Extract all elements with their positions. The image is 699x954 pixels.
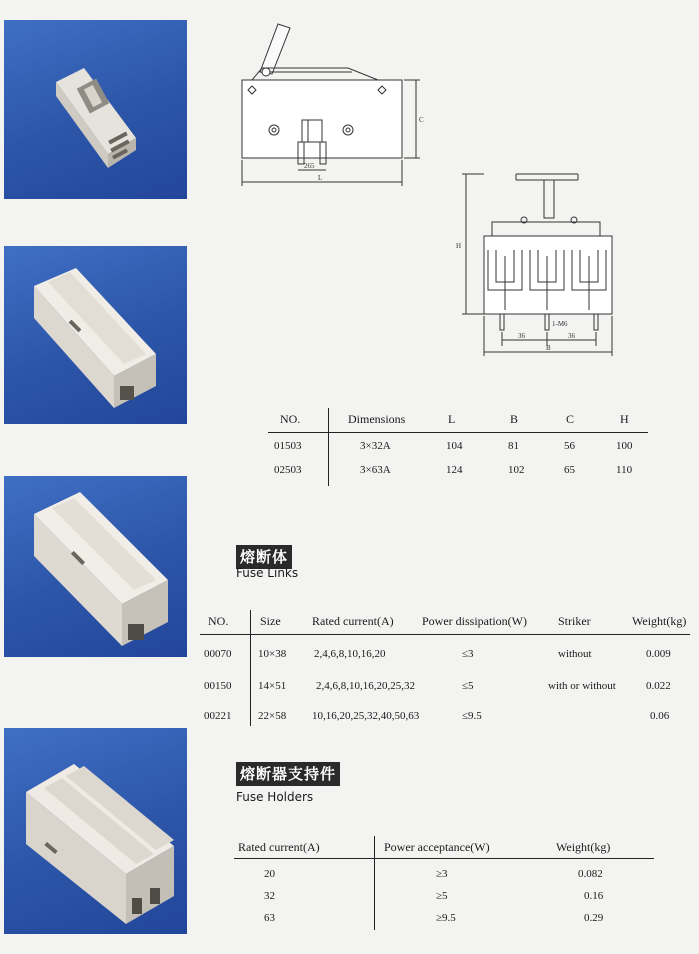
cell-weight: 0.16 [584,890,604,902]
cell-size: 10×38 [258,648,287,660]
product-photo-switch [4,20,187,199]
cell-weight: 0.06 [650,710,670,722]
header-dimensions: Dimensions [348,412,406,426]
cell-weight: 0.29 [584,912,604,924]
header-power-acceptance: Power acceptance(W) [384,840,490,854]
cell-size: 22×58 [258,710,287,722]
header-b: B [510,412,519,426]
header-rated-current: Rated current(A) [312,614,394,628]
product-photo-fuse-link-1 [4,246,187,424]
cell-size: 14×51 [258,680,287,692]
fuse-holders-title-en: Fuse Holders [236,790,314,804]
cell-rated-current: 2,4,6,8,10,16,20 [314,648,386,660]
cell-striker: without [558,648,592,660]
cell-rated-current: 20 [264,868,275,880]
switch-dimension-table [268,408,648,488]
header-rule [234,858,654,859]
dim-m6-label: 1-M6 [552,320,568,328]
fuse-holders-table [234,836,680,932]
cell-striker: with or without [548,680,616,692]
fuse-links-table [200,610,694,730]
header-rule [268,432,648,433]
cell-no: 00070 [204,648,232,660]
cell-dimensions: 3×32A [360,440,391,452]
cell-power-acceptance: ≥9.5 [436,912,456,924]
cell-dimensions: 3×63A [360,464,391,476]
dim-b-label: B [546,344,551,352]
header-no: NO. [280,412,301,426]
cell-l: 104 [446,440,463,452]
cell-no: 01503 [274,440,302,452]
cell-no: 02503 [274,464,302,476]
dim-36-left-label: 36 [518,332,525,340]
column-rule [374,836,375,930]
cell-no: 00221 [204,710,232,722]
dim-36-right-label: 36 [568,332,575,340]
header-no: NO. [208,614,229,628]
fuse-links-title-zh: 熔断体 [236,545,292,569]
cell-power-dissipation: ≤9.5 [462,710,482,722]
cell-h: 100 [616,440,633,452]
cell-rated-current: 32 [264,890,275,902]
cell-h: 110 [616,464,633,476]
dim-c-label: C [419,116,424,124]
cell-rated-current: 63 [264,912,275,924]
header-power-dissipation: Power dissipation(W) [422,614,527,628]
front-view-drawing [448,160,628,360]
dim-265-label: 265 [304,162,315,170]
cell-rated-current: 2,4,6,8,10,16,20,25,32 [316,680,415,692]
header-weight: Weight(kg) [632,614,687,628]
header-weight: Weight(kg) [556,840,611,854]
cell-c: 56 [564,440,575,452]
cell-power-dissipation: ≤5 [462,680,474,692]
cell-b: 102 [508,464,525,476]
cell-weight: 0.022 [646,680,671,692]
product-photo-fuse-link-2 [4,476,187,657]
cell-no: 00150 [204,680,232,692]
header-l: L [448,412,456,426]
cell-b: 81 [508,440,519,452]
header-size: Size [260,614,281,628]
header-rated-current: Rated current(A) [238,840,320,854]
cell-c: 65 [564,464,575,476]
column-rule [328,408,329,486]
header-h: H [620,412,629,426]
product-photo-fuse-holder [4,728,187,934]
column-rule [250,610,251,726]
cell-power-acceptance: ≥3 [436,868,448,880]
fuse-links-title-en: Fuse Links [236,566,299,580]
cell-l: 124 [446,464,463,476]
header-rule [200,634,690,635]
dim-l-label: L [318,174,323,182]
cell-weight: 0.009 [646,648,671,660]
side-view-drawing [232,10,432,190]
fuse-holders-title-zh: 熔断器支持件 [236,762,340,786]
header-c: C [566,412,575,426]
cell-weight: 0.082 [578,868,603,880]
header-striker: Striker [558,614,591,628]
cell-rated-current: 10,16,20,25,32,40,50,63 [312,710,420,722]
dim-h-label: H [456,242,462,250]
cell-power-acceptance: ≥5 [436,890,448,902]
cell-power-dissipation: ≤3 [462,648,474,660]
